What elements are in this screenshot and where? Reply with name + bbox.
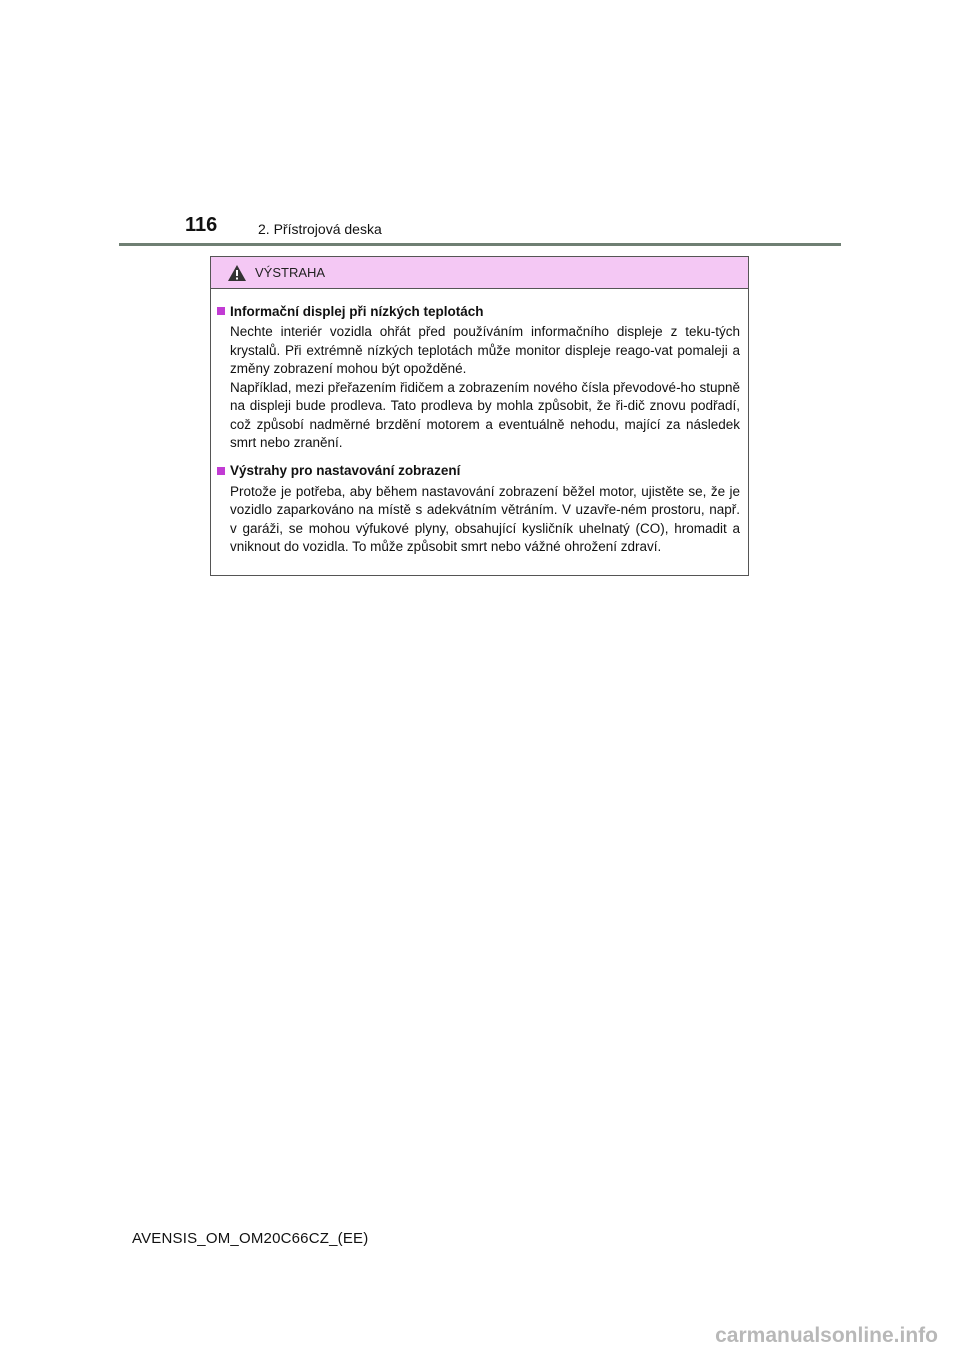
square-bullet-icon — [217, 307, 225, 315]
warning-box — [210, 256, 749, 576]
document-code: AVENSIS_OM_OM20C66CZ_(EE) — [132, 1230, 369, 1247]
warning-header — [211, 257, 748, 289]
section-title: 2. Přístrojová deska — [258, 221, 382, 237]
warning-item — [217, 301, 740, 453]
warning-triangle-icon — [227, 264, 247, 282]
warning-item-title: Informační displej při nízkých teplotách — [230, 303, 484, 319]
page-number: 116 — [185, 214, 218, 236]
warning-item-text: Nechte interiér vozidla ohřát před používáním informačního displeje z teku-tých krystalů. Při extrémně nízkých teplotách může monitor displeje reago-vat pomaleji a změny zobrazení mohou být opožděné. Například, mezi přeřazením řidičem a zobrazením nového čísla převodové-ho stupně na displeji bude prodleva. Tato prodleva by mohla způsobit, že ři-dič znovu podřadí, což způsobí nadměrné brzdění motorem a eventuálně nehodu, mající za následek smrt nebo zranění. — [230, 324, 740, 450]
warning-title: VÝSTRAHA — [255, 265, 326, 280]
warning-item-text: Protože je potřeba, aby během nastavování zobrazení běžel motor, ujistěte se, že je vozidlo zaparkováno na místě s adekvátním větráním. V uzavře-ném prostoru, např. v garáži, se mohou výfukové plyny, obsahující kysličník uhelnatý (CO), hromadit a vniknout do vozidla. To může způsobit smrt nebo vážné ohrožení zdraví. — [230, 483, 740, 554]
header-divider — [119, 243, 841, 246]
warning-item-heading — [217, 301, 740, 321]
warning-item-heading — [217, 461, 740, 481]
warning-body — [211, 289, 748, 557]
square-bullet-icon — [217, 467, 225, 475]
watermark: carmanualsonline.info — [715, 1324, 938, 1347]
warning-item-title: Výstrahy pro nastavování zobrazení — [230, 463, 461, 478]
warning-item — [217, 461, 740, 557]
